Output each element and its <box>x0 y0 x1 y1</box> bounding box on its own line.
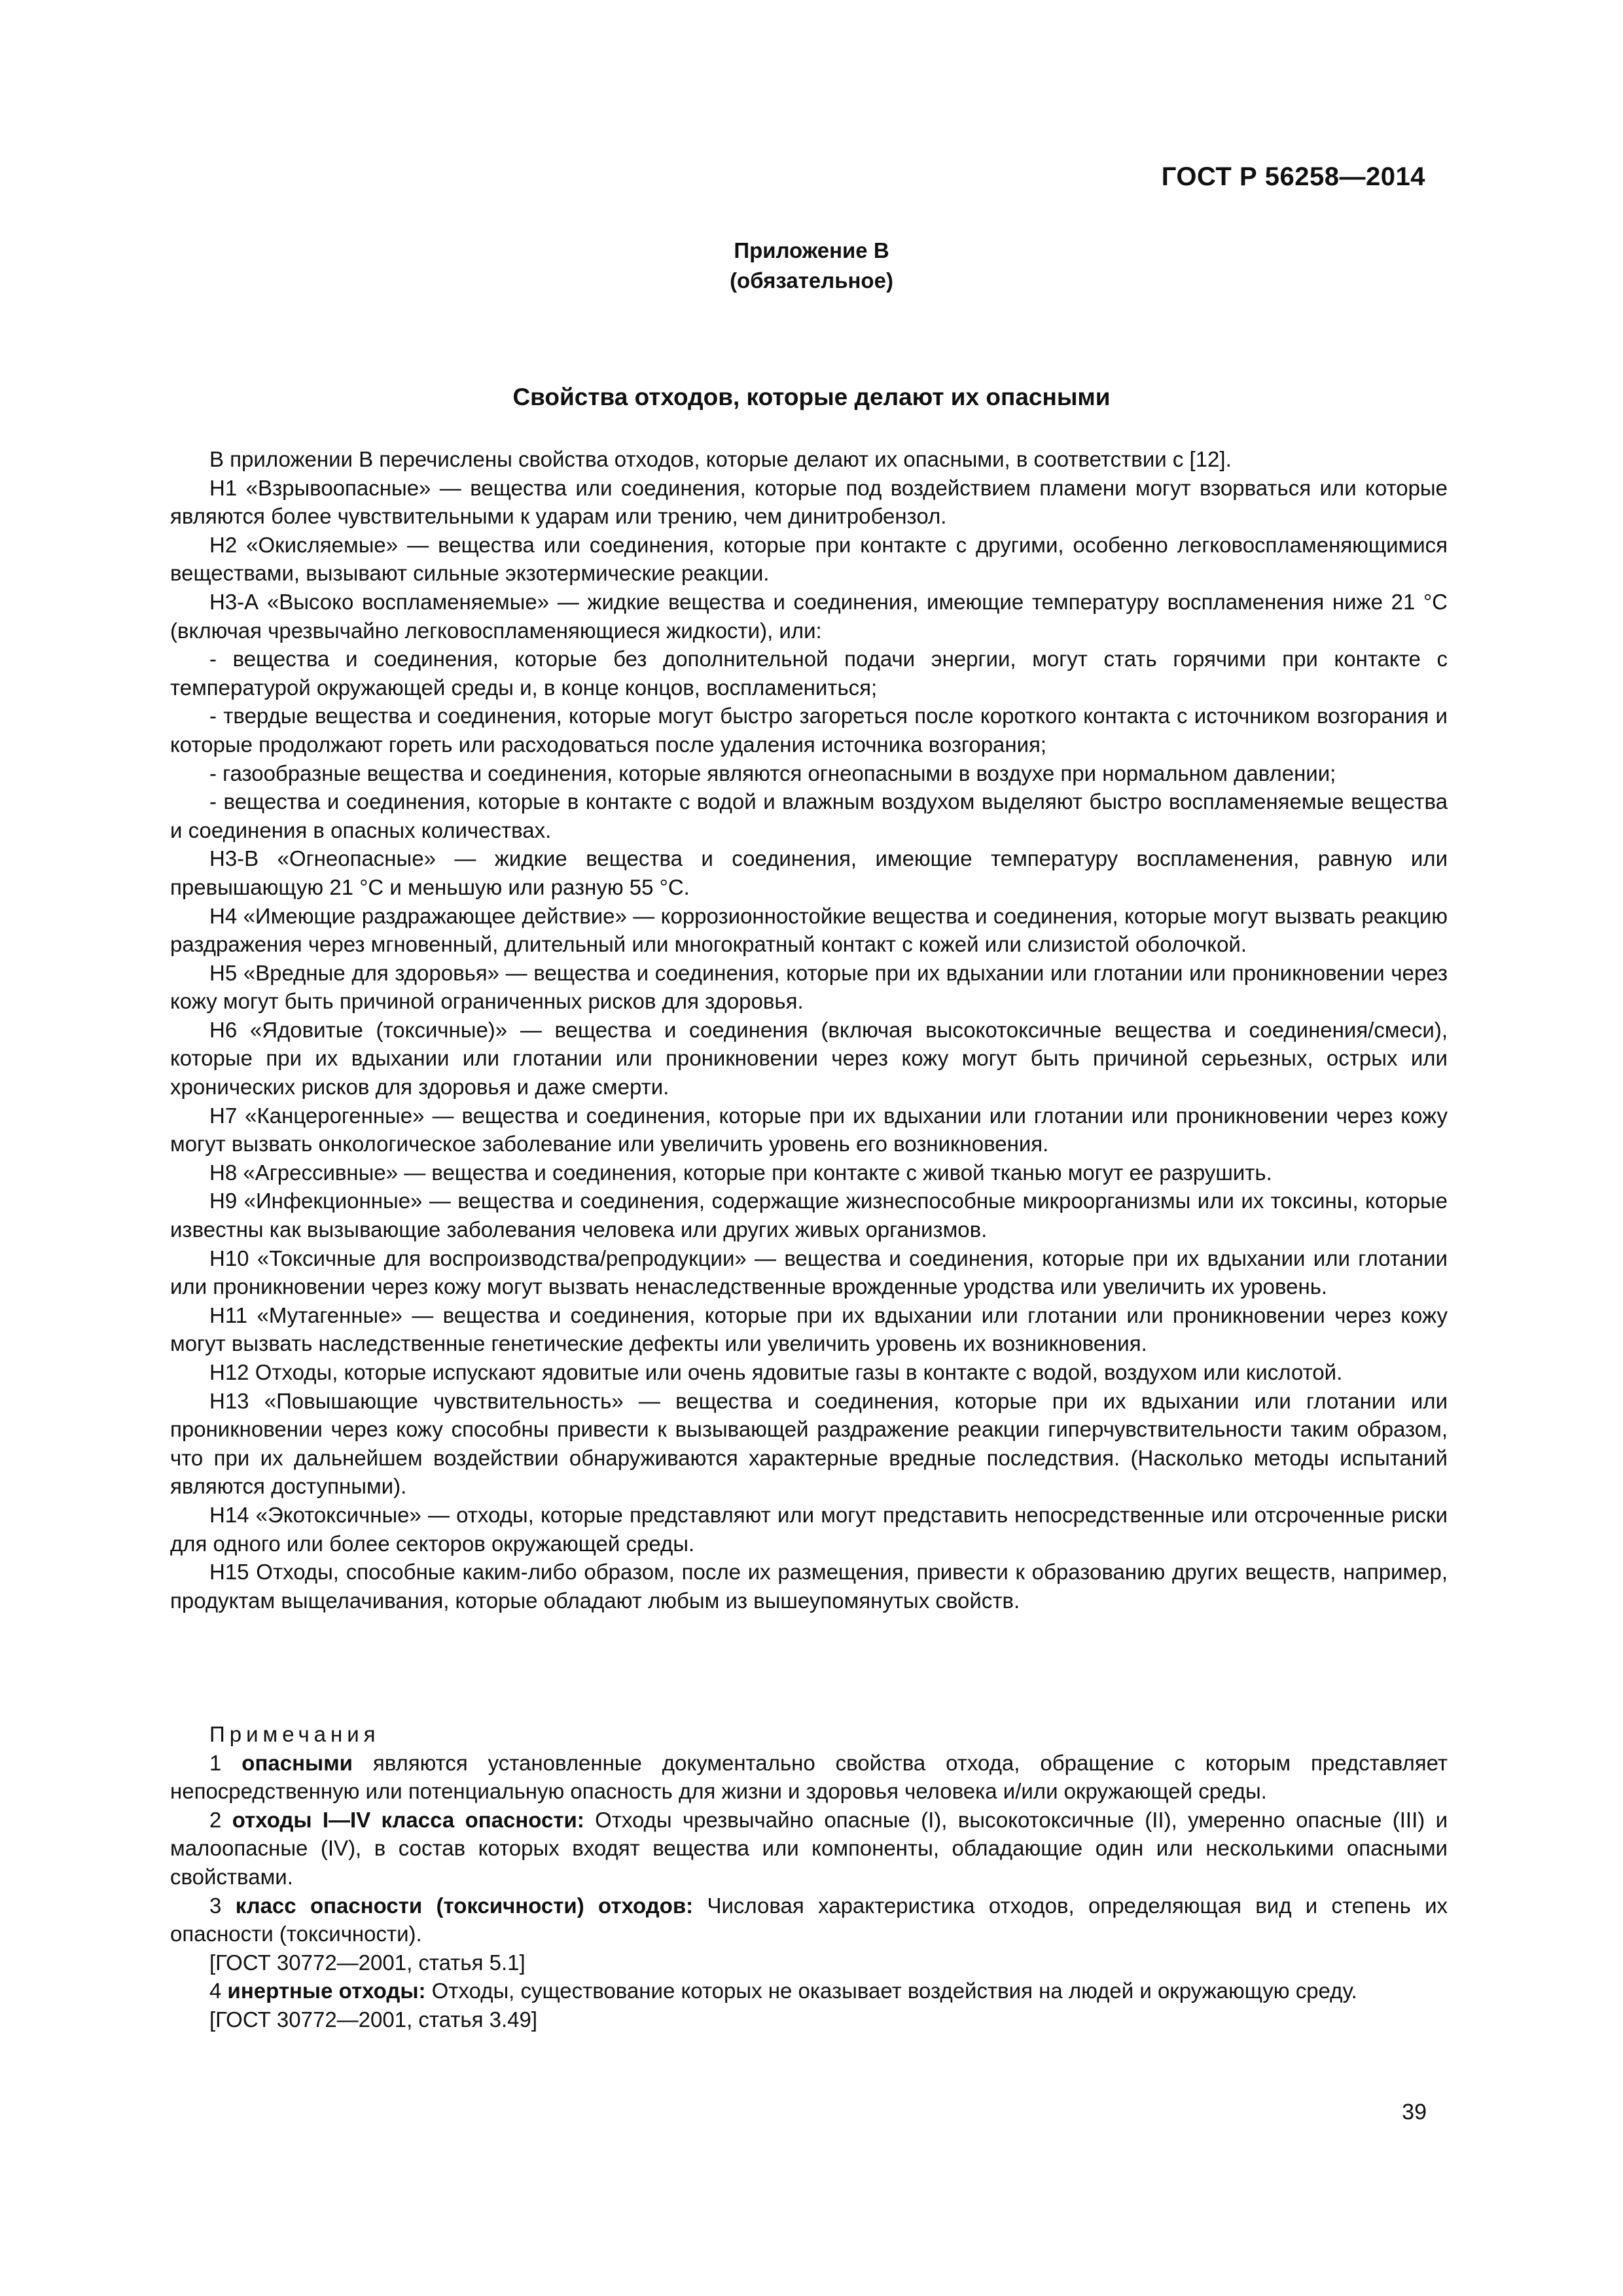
paragraph-h2: Н2 «Окисляемые» — вещества или соединения, которые при контакте с другими, особенно легковоспламеняющимися веществами, вызывают сильные экзотермические реакции. <box>170 532 1448 586</box>
paragraph-h3a: Н3-А «Высоко воспламеняемые» — жидкие вещества и соединения, имеющие температуру воспламенения ниже 21 °С (включая чрезвычайно легковоспламеняющиеся жидкости), или: <box>170 589 1448 643</box>
notes-section <box>170 1720 1448 2034</box>
paragraph-h3b: Н3-В «Огнеопасные» — жидкие вещества и соединения, имеющие температуру воспламенения, равную или превышающую 21 °С и меньшую или разную 55 °С. <box>170 846 1448 899</box>
body-text <box>170 445 1448 1615</box>
note-reference: [ГОСТ 30772—2001, статья 5.1] <box>209 1950 526 1975</box>
section-title: Свойства отходов, которые делают их опасными <box>512 384 1111 410</box>
paragraph-h6: Н6 «Ядовитые (токсичные)» — вещества и соединения (включая высокотоксичные вещества и соединения/смеси), которые при их вдыхании или глотании или проникновении через кожу могут быть причиной серьезных, острых или хронических рисков для здоровья и даже смерти. <box>170 1017 1448 1100</box>
list-item: - газообразные вещества и соединения, которые являются огнеопасными в воздухе при нормальном давлении; <box>209 761 1336 785</box>
note-item <box>170 1749 1448 1806</box>
paragraph-h12: Н12 Отходы, которые испускают ядовитые или очень ядовитые газы в контакте с водой, воздухом или кислотой. <box>209 1360 1343 1384</box>
list-item: - вещества и соединения, которые без дополнительной подачи энергии, могут стать горячими при контакте с температурой окружающей среды и, в конце концов, воспламениться; <box>170 647 1448 700</box>
paragraph-h15: Н15 Отходы, способные каким-либо образом, после их размещения, привести к образованию других веществ, например, продуктам выщелачивания, которые обладают любым из вышеупомянутых свойств. <box>170 1560 1448 1613</box>
note-text: Числовая характеристика отходов, определяющая вид и степень их опасности (токсичности). <box>170 1893 1448 1946</box>
paragraph-h10: Н10 «Токсичные для воспроизводства/репродукции» — вещества и соединения, которые при их вдыхании или глотании или проникновении через кожу могут вызвать ненаследственные врожденные уродства или увеличить их уровень. <box>170 1246 1448 1299</box>
paragraph-h5: Н5 «Вредные для здоровья» — вещества и соединения, которые при их вдыхании или глотании или проникновении через кожу могут быть причиной ограниченных рисков для здоровья. <box>170 960 1448 1014</box>
paragraph-h14: Н14 «Экотоксичные» — отходы, которые представляют или могут представить непосредственные или отсроченные риски для одного или более секторов окружающей среды. <box>170 1502 1448 1556</box>
note-number: 4 <box>209 1979 222 2003</box>
appendix-label: Приложение В <box>734 238 889 262</box>
appendix-heading <box>0 236 1623 296</box>
note-text: Отходы, существование которых не оказывает воздействия на людей и окружающую среду. <box>431 1979 1357 2003</box>
paragraph-h8: Н8 «Агрессивные» — вещества и соединения, которые при контакте с живой тканью могут ее разрушить. <box>209 1160 1272 1185</box>
note-item <box>170 1977 1448 2005</box>
list-item: - твердые вещества и соединения, которые могут быстро загореться после короткого контакта с источником возгорания и которые продолжают гореть или расходоваться после удаления источника возгорания; <box>170 704 1448 757</box>
document-code: ГОСТ Р 56258—2014 <box>1161 162 1425 191</box>
paragraph-h9: Н9 «Инфекционные» — вещества и соединения, содержащие жизнеспособные микроорганизмы или их токсины, которые известны как вызывающие заболевания человека или других живых организмов. <box>170 1189 1448 1242</box>
note-term: опасными <box>241 1750 353 1775</box>
note-number: 1 <box>209 1750 222 1775</box>
paragraph-h4: Н4 «Имеющие раздражающее действие» — коррозионностойкие вещества и соединения, которые могут вызвать реакцию раздражения через мгновенный, длительный или многократный контакт с кожей или слизистой оболочкой. <box>170 903 1448 957</box>
paragraph-h13: Н13 «Повышающие чувствительность» — вещества и соединения, которые при их вдыхании или глотании или проникновении через кожу способны привести к вызывающей раздражение реакции гиперчувствительности таким образом, что при их дальнейшем воздействии обнаруживаются характерные вредные последствия. (Насколько методы испытаний являются доступными). <box>170 1388 1448 1499</box>
notes-heading: Примечания <box>209 1722 380 1746</box>
paragraph-h7: Н7 «Канцерогенные» — вещества и соединения, которые при их вдыхании или глотании или проникновении через кожу могут вызвать онкологическое заболевание или увеличить уровень его возникновения. <box>170 1103 1448 1157</box>
note-text: являются установленные документально свойства отхода, обращение с которым представляет непосредственную или потенциальную опасность для жизни и здоровья человека и/или окружающей среды. <box>170 1750 1448 1804</box>
note-reference: [ГОСТ 30772—2001, статья 3.49] <box>209 2007 538 2032</box>
note-term: класс опасности (токсичности) отходов: <box>235 1893 694 1918</box>
note-term: инертные отходы: <box>227 1979 426 2003</box>
intro-paragraph: В приложении В перечислены свойства отходов, которые делают их опасными, в соответствии с [12]. <box>209 447 1232 471</box>
paragraph-h11: Н11 «Мутагенные» — вещества и соединения, которые при их вдыхании или глотании или проникновении через кожу могут вызвать наследственные генетические дефекты или увеличить уровень их возникновения. <box>170 1302 1448 1356</box>
note-item <box>170 1892 1448 1948</box>
note-number: 2 <box>209 1807 222 1832</box>
note-item <box>170 1806 1448 1892</box>
paragraph-h1: Н1 «Взрывоопасные» — вещества или соединения, которые под воздействием пламени могут взорваться или которые являются более чувствительными к ударам или трению, чем динитробензол. <box>170 475 1448 529</box>
list-item: - вещества и соединения, которые в контакте с водой и влажным воздухом выделяют быстро воспламеняемые вещества и соединения в опасных количествах. <box>170 789 1448 842</box>
note-term: отходы I—IV класса опасности: <box>232 1807 584 1832</box>
note-text: Отходы чрезвычайно опасные (I), высокотоксичные (II), умеренно опасные (III) и малоопасные (IV), в состав которых входят вещества или компоненты, обладающие один или несколькими опасными свойствами. <box>170 1807 1448 1889</box>
appendix-status: (обязательное) <box>730 268 893 293</box>
page-number: 39 <box>1402 2100 1427 2125</box>
note-number: 3 <box>209 1893 222 1918</box>
